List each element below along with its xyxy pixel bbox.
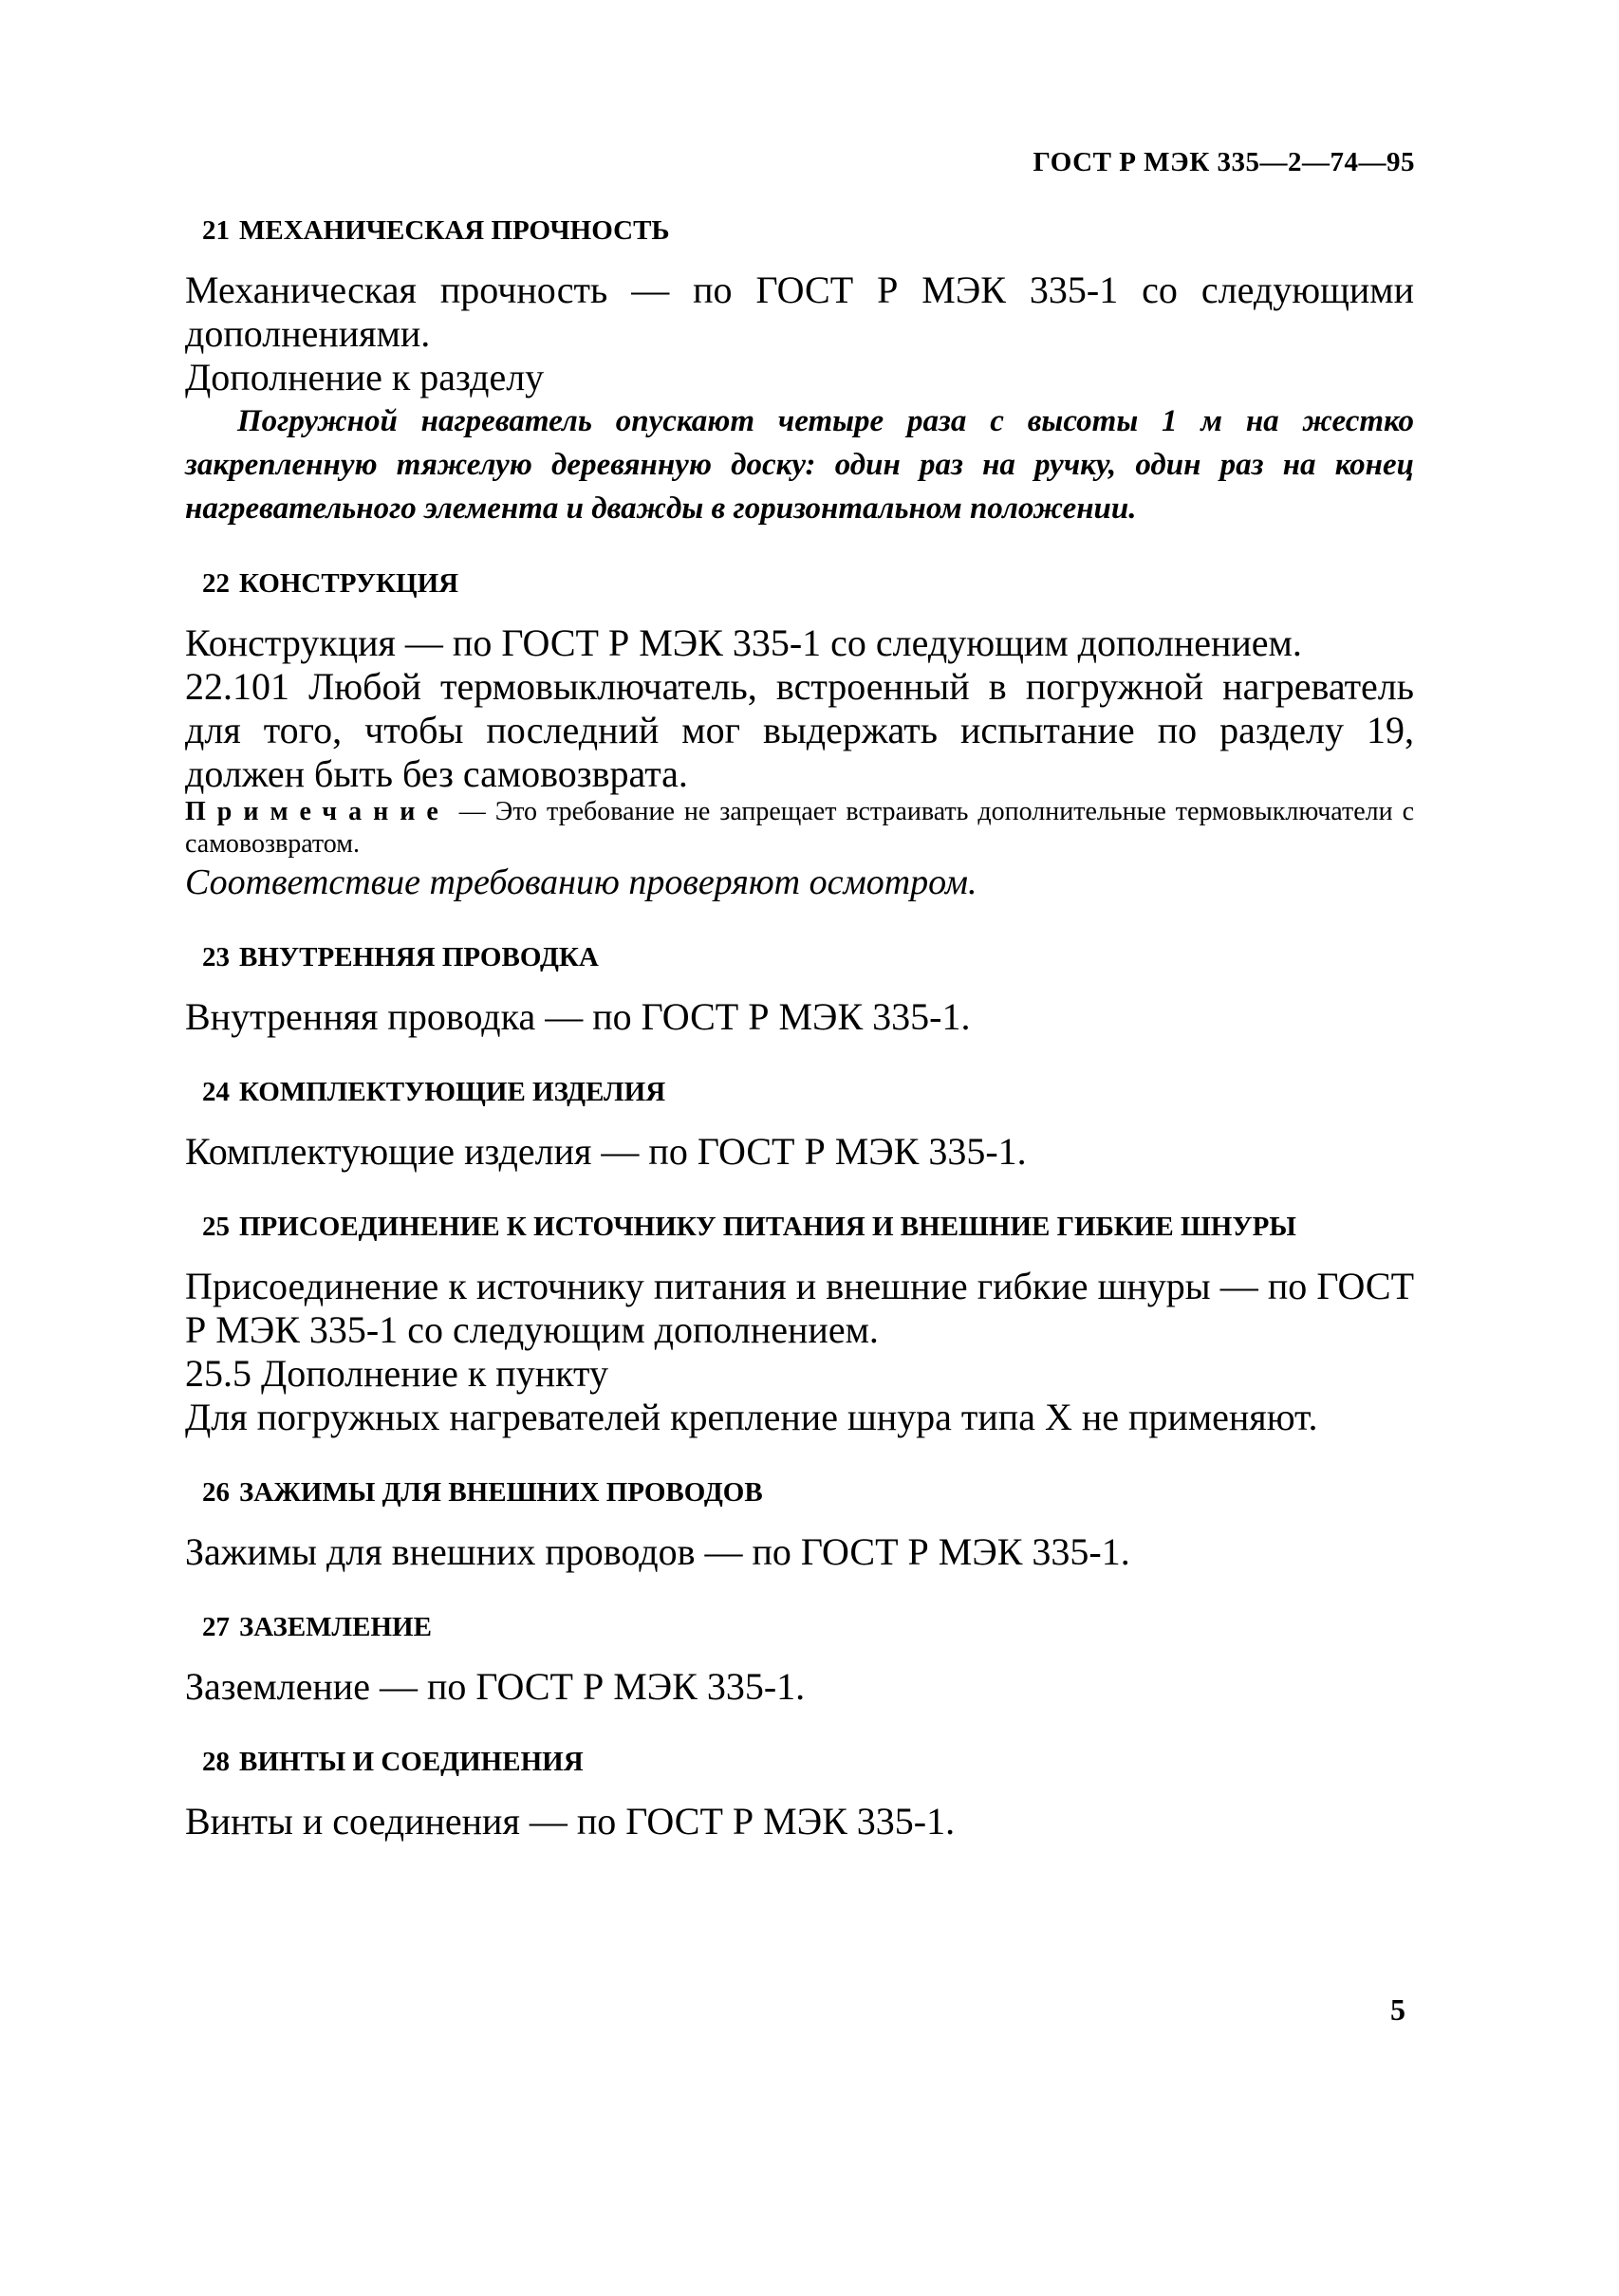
section-title: КОНСТРУКЦИЯ bbox=[239, 568, 459, 599]
section-25 bbox=[185, 1210, 1414, 1439]
page-content bbox=[185, 213, 1414, 1843]
section-title: ЗАЖИМЫ ДЛЯ ВНЕШНИХ ПРОВОДОВ bbox=[239, 1477, 763, 1508]
section-heading bbox=[185, 566, 1414, 601]
clause-text: Для погружных нагревателей крепление шнура типа X не применяют. bbox=[185, 1396, 1318, 1438]
section-number: 21 bbox=[202, 215, 230, 246]
section-body: Комплектующие изделия — по ГОСТ Р МЭК 335-1. bbox=[185, 1130, 1027, 1173]
section-body: Зажимы для внешних проводов — по ГОСТ Р МЭК 335-1. bbox=[185, 1530, 1130, 1573]
section-title: ЗАЗЕМЛЕНИЕ bbox=[239, 1612, 432, 1642]
section-body: Конструкция — по ГОСТ Р МЭК 335-1 со следующим дополнением. bbox=[185, 621, 1302, 664]
section-number: 24 bbox=[202, 1077, 230, 1107]
page-number: 5 bbox=[1390, 1992, 1405, 2027]
addition-label: Дополнение к разделу bbox=[185, 356, 545, 398]
section-title: МЕХАНИЧЕСКАЯ ПРОЧНОСТЬ bbox=[239, 215, 670, 246]
running-header: ГОСТ Р МЭК 335—2—74—95 bbox=[1033, 147, 1415, 177]
section-heading bbox=[185, 1745, 1414, 1779]
section-28 bbox=[185, 1745, 1414, 1843]
section-number: 25 bbox=[202, 1212, 230, 1242]
section-body: Механическая прочность — по ГОСТ Р МЭК 335-1 со следующими дополнениями. bbox=[185, 268, 1414, 355]
section-number: 23 bbox=[202, 942, 230, 972]
section-number: 26 bbox=[202, 1477, 230, 1508]
note-label: Примечание bbox=[185, 797, 450, 826]
section-body: Заземление — по ГОСТ Р МЭК 335-1. bbox=[185, 1665, 806, 1708]
section-title: ПРИСОЕДИНЕНИЕ К ИСТОЧНИКУ ПИТАНИЯ И ВНЕШНИЕ ГИБКИЕ ШНУРЫ bbox=[239, 1212, 1296, 1242]
section-24 bbox=[185, 1075, 1414, 1174]
section-21 bbox=[185, 213, 1414, 530]
note-text: — Это требование не запрещает встраивать дополнительные термовыключатели с самовозвратом. bbox=[185, 797, 1415, 859]
section-22 bbox=[185, 566, 1414, 904]
section-26 bbox=[185, 1475, 1414, 1574]
clause-label: 25.5 Дополнение к пункту bbox=[185, 1352, 608, 1395]
compliance-check: Соответствие требованию проверяют осмотром. bbox=[185, 862, 977, 902]
section-heading bbox=[185, 940, 1414, 974]
section-body: Винты и соединения — по ГОСТ Р МЭК 335-1. bbox=[185, 1800, 956, 1842]
section-title: ВНУТРЕННЯЯ ПРОВОДКА bbox=[239, 942, 599, 972]
test-description: Погружной нагреватель опускают четыре раза с высоты 1 м на жестко закрепленную тяжелую деревянную доску: один раз на ручку, один раз на конец нагревательного элемента и дважды в горизонтальном положении. bbox=[185, 404, 1414, 526]
section-title: ВИНТЫ И СОЕДИНЕНИЯ bbox=[239, 1747, 584, 1777]
section-23 bbox=[185, 940, 1414, 1039]
clause-text: 22.101 Любой термовыключатель, встроенный в погружной нагреватель для того, чтобы последний мог выдержать испытание по разделу 19, должен быть без самовозврата. bbox=[185, 665, 1414, 795]
section-27 bbox=[185, 1610, 1414, 1709]
section-title: КОМПЛЕКТУЮЩИЕ ИЗДЕЛИЯ bbox=[239, 1077, 666, 1107]
section-body: Присоединение к источнику питания и внешние гибкие шнуры — по ГОСТ Р МЭК 335-1 со следующим дополнением. bbox=[185, 1265, 1414, 1351]
section-heading bbox=[185, 1610, 1414, 1644]
section-heading bbox=[202, 1210, 1414, 1244]
section-heading bbox=[185, 213, 1414, 248]
section-body: Внутренняя проводка — по ГОСТ Р МЭК 335-1. bbox=[185, 995, 971, 1038]
section-heading bbox=[185, 1075, 1414, 1109]
section-number: 27 bbox=[202, 1612, 230, 1642]
note bbox=[185, 796, 1414, 861]
section-number: 22 bbox=[202, 568, 230, 599]
section-number: 28 bbox=[202, 1747, 230, 1777]
section-heading bbox=[185, 1475, 1414, 1509]
